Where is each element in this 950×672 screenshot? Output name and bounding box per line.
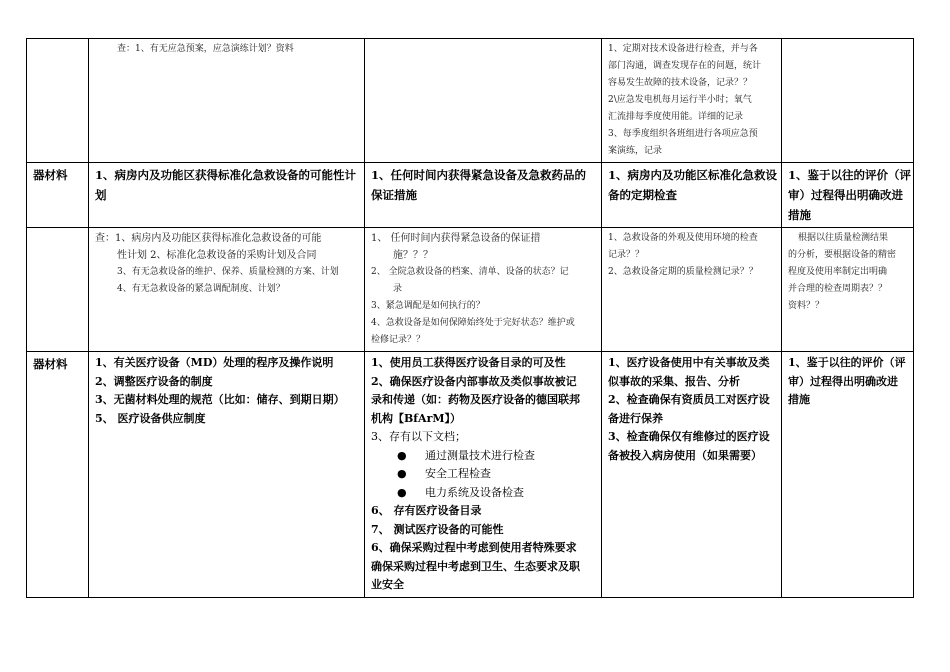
table-row [27, 39, 914, 163]
table-row [27, 228, 914, 352]
cell-standard: 1、病房内及功能区标准化急救设 备的定期检查 [602, 163, 782, 228]
cell-standard: 1、鉴于以往的评价（评 审）过程得出明确改进 措施 [782, 163, 914, 228]
bullet-icon: ● [397, 467, 407, 480]
cell-periodic-inspection: 1、定期对技术设备进行检查，并与各 部门沟通，调查发现存在的问题，统计 容易发生故障的技术设备，记录？？ 2\应急发电机每月运行半小时；氧气 汇流排每季度使用能。详细的记录 3、每季度组织各班组进行各项应急预 案演练，记录 [602, 39, 782, 163]
row-label: 器材料 [27, 163, 89, 228]
bullet-icon: ● [397, 448, 407, 462]
cell-check: 1、 任何时间内获得紧急设备的保证措 施？？？ 2、 全院急救设备的档案、清单、设备的状态？记 录 3、紧急调配是如何执行的？ 4、急救设备是如何保障始终处于完好状态？维护或 检修记录？？ [365, 228, 602, 352]
row-label [27, 228, 89, 352]
cell-standard: 1、有关医疗设备（MD）处理的程序及操作说明 2、调整医疗设备的制度 3、无菌材料处理的规范（比如：储存、到期日期） 5、 医疗设备供应制度 [89, 352, 365, 598]
cell-standard: 1、医疗设备使用中有关事故及类 似事故的采集、报告、分析 2、检查确保有资质员工对医疗设 备进行保养 3、检查确保仅有维修过的医疗设 备被投入病房使用（如果需要） [602, 352, 782, 598]
standards-table [26, 38, 914, 598]
list-item: ● 通过测量技术进行检查 [371, 447, 595, 466]
cell-check: 根据以往质量检测结果 的分析，要根据设备的精密 程度及使用率制定出明确 并合理的检查周期表？？ 资料？？ [782, 228, 914, 352]
cell-empty [365, 39, 602, 163]
cell-standard: 1、鉴于以往的评价（评 审）过程得出明确改进 措施 [782, 352, 914, 598]
row-label: 器材料 [27, 352, 89, 598]
cell-standard: 1、任何时间内获得紧急设备及急救药品的 保证措施 [365, 163, 602, 228]
cell-check-emergency-plan: 查：1、有无应急预案，应急演练计划？资料 [89, 39, 365, 163]
table-row [27, 163, 914, 228]
cell-standard: 1、使用员工获得医疗设备目录的可及性 2、确保医疗设备内部事故及类似事故被记 录和传递（如：药物及医疗设备的德国联邦 机构【BfArM】） 3、存有以下文档； ● 通过测量技术进行检查 ● 安全工程检查 ● 电力系统及设备检查 6、 存有医疗设备目录 7、 测试医疗设备的可能性 6、确保采购过程中考虑到使用者特殊要求 确保采购过程中考虑到卫生、生态要求及职 业安全 [365, 352, 602, 598]
cell-check: 1、急救设备的外观及使用环境的检查 记录？？ 2、急救设备定期的质量检测记录？？ [602, 228, 782, 352]
cell-empty [782, 39, 914, 163]
row-label [27, 39, 89, 163]
list-item: ● 安全工程检查 [371, 465, 595, 484]
cell-check: 查：1、病房内及功能区获得标准化急救设备的可能 性计划 2、标准化急救设备的采购计划及合同 3、有无急救设备的维护、保养、质量检测的方案、计划 4、有无急救设备的紧急调配制度、计划？ [89, 228, 365, 352]
bullet-icon: ● [397, 485, 407, 499]
table-row [27, 352, 914, 598]
list-item: ● 电力系统及设备检查 [371, 484, 595, 503]
cell-standard: 1、病房内及功能区获得标准化急救设备的可能性计 划 [89, 163, 365, 228]
